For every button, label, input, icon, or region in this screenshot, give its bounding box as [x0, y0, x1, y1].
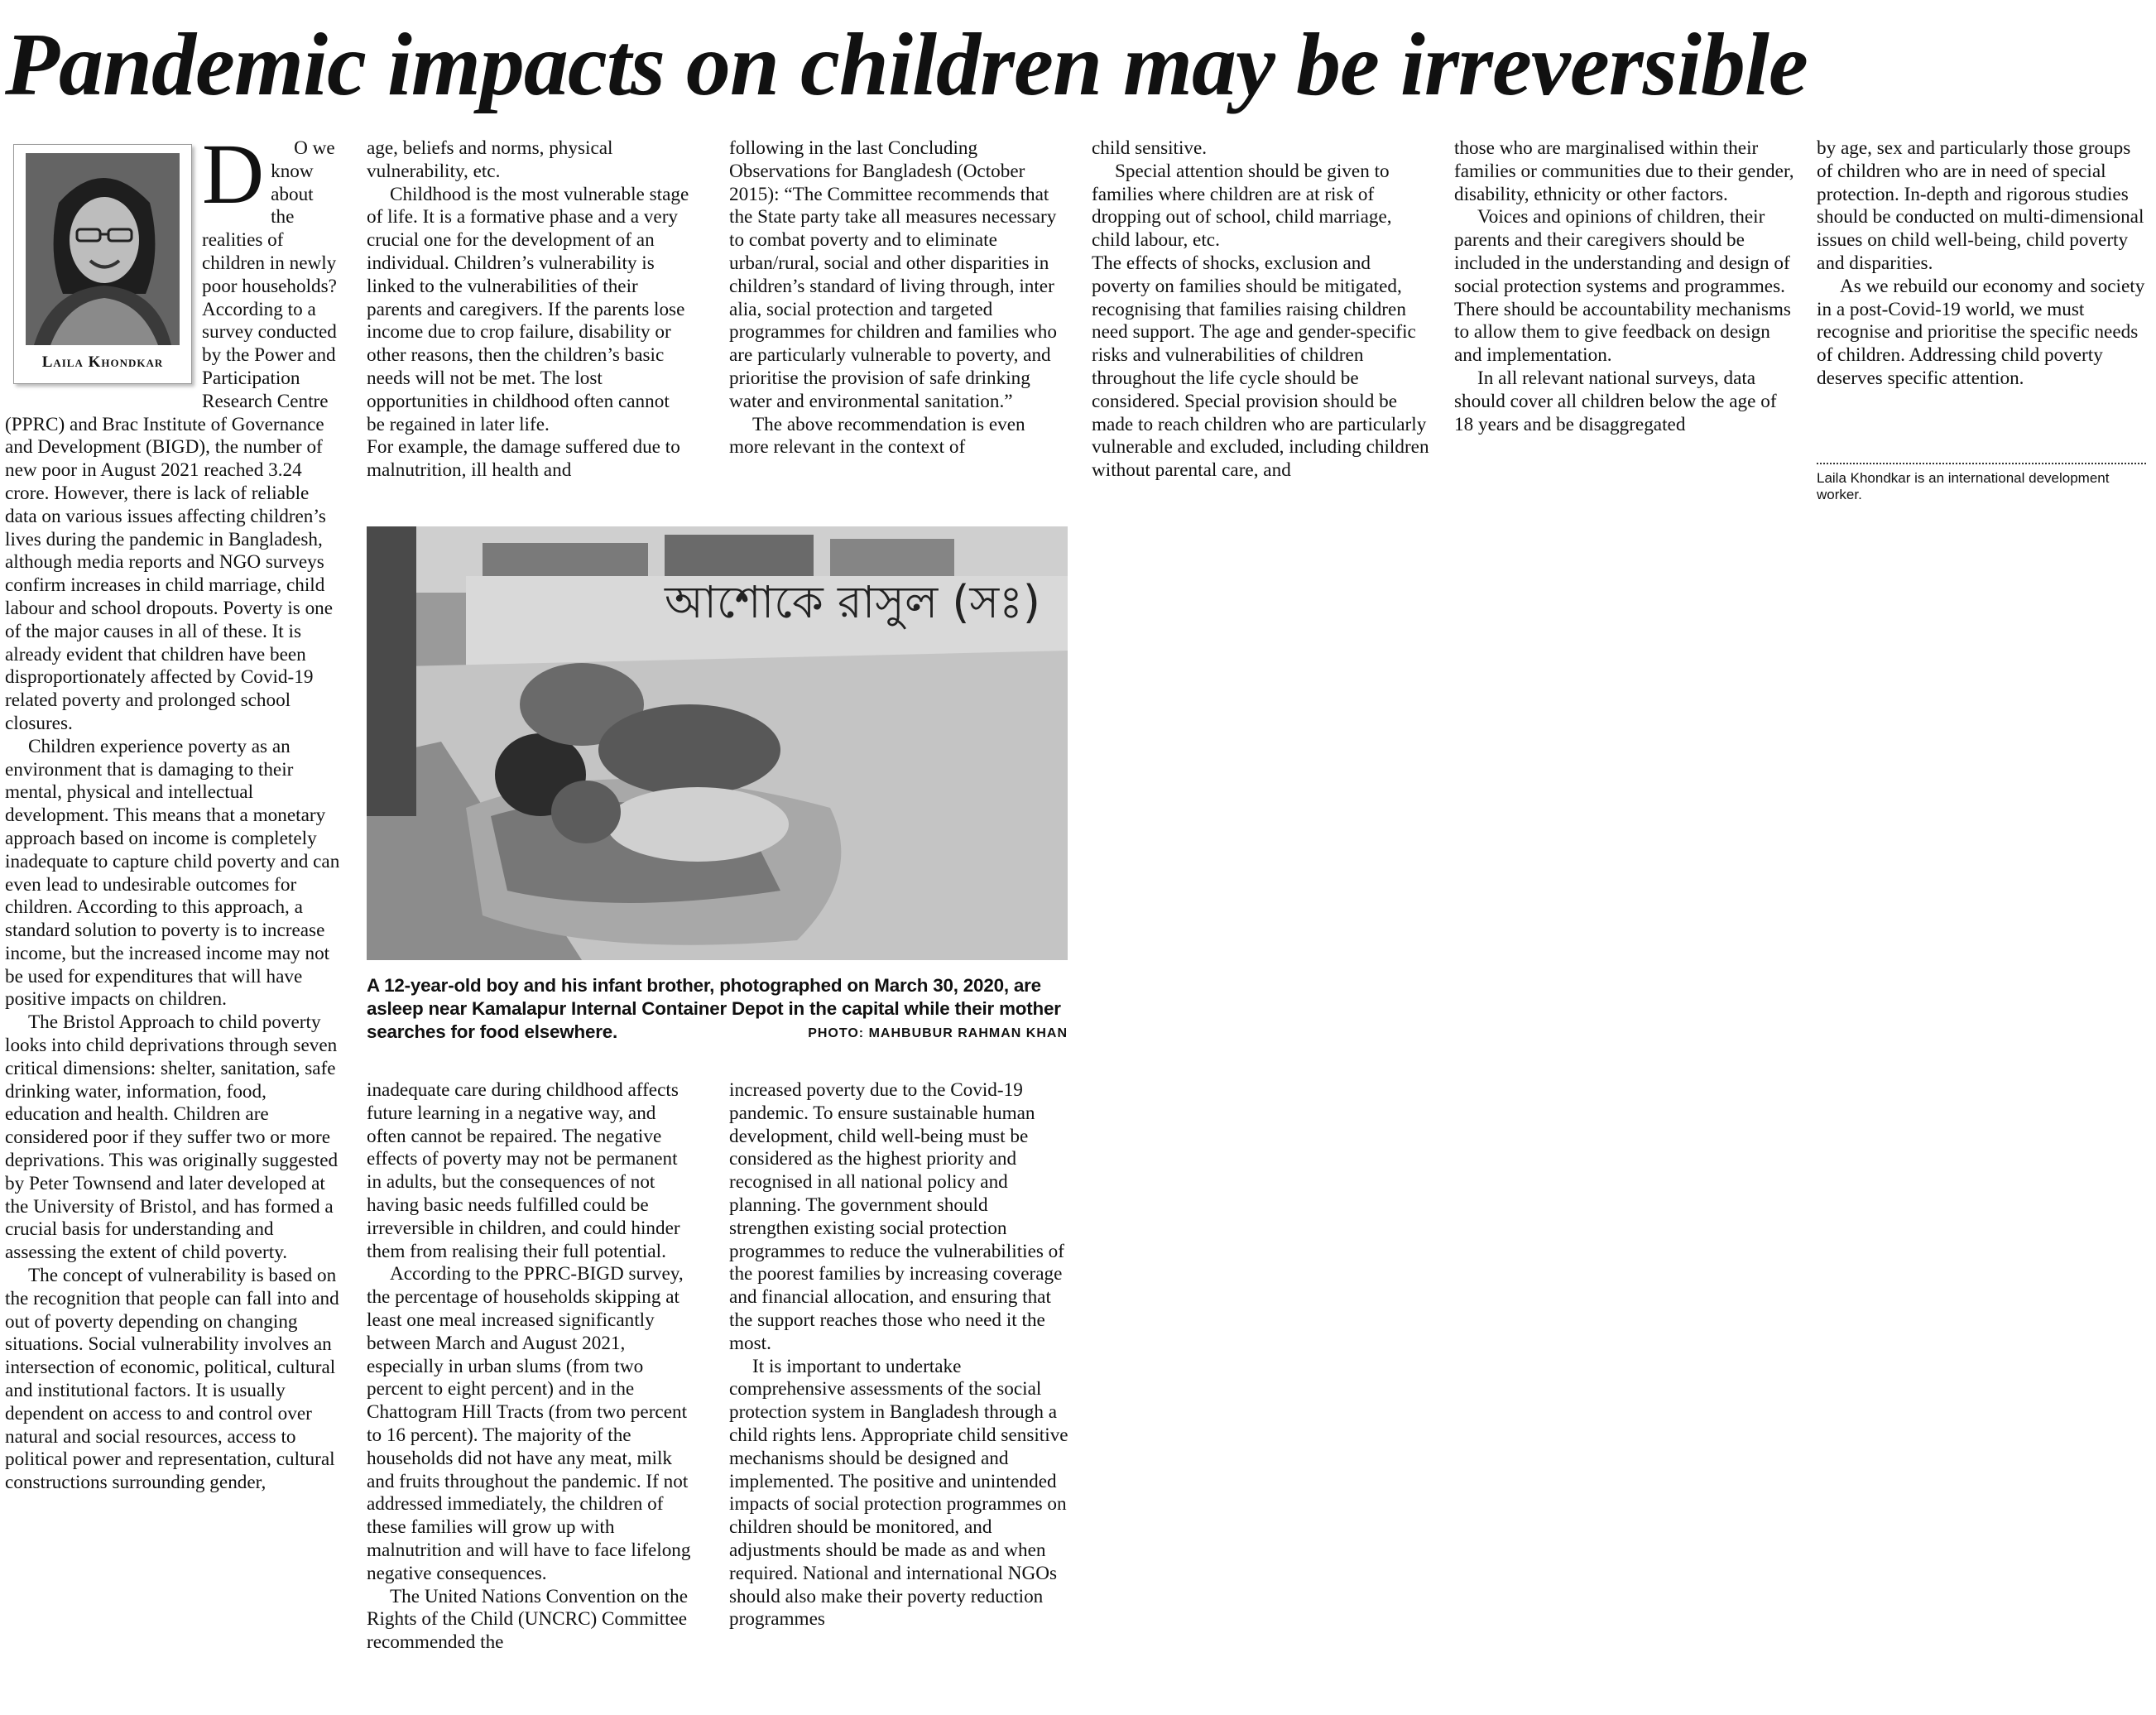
news-photo — [367, 526, 1068, 960]
photo-caption — [367, 974, 1068, 1045]
article-paragraph: In all relevant national surveys, data should cover all children below the age of 18 years and be disaggregated — [1454, 367, 1777, 435]
intro-text: know about the realities of children in newly poor households? According to a survey conducted by the Power and Participation Research Centre (PPRC) and Brac Institute of Governance and Development (BIGD), the number of new poor in August 2021 reached 3.24 crore. However, there is lack of reliable data on various issues affecting children’s lives during the pandemic in Bangladesh, although media reports and NGO surveys confirm increases in child marriage, child labour and school dropouts. Poverty is one of the major causes in all of these. It is already evident that children have been disproportionately affected by Covid-19 related poverty and prolonged school closures. — [5, 160, 337, 734]
photo-credit-name: MAHBUBUR RAHMAN KHAN — [868, 1026, 1068, 1040]
article-paragraph: following in the last Concluding Observations for Bangladesh (October 2015): “The Committee recommends that the State party take all measures necessary to combat poverty and to eliminate urban/rural, social and other disparities in children’s standard of living through, inter alia, social protection and targeted programmes for children and families who are particularly vulnerable to poverty, and prioritise the provision of safe drinking water and environmental sanitation.” — [729, 137, 1057, 412]
photo-credit-label: PHOTO: — [808, 1026, 865, 1040]
intro-first-line: O we — [294, 137, 335, 159]
article-column-3-bottom — [729, 1079, 1068, 1631]
article-column-5 — [1454, 137, 1795, 436]
article-column-4 — [1092, 137, 1431, 483]
article-paragraph: Childhood is the most vulnerable stage of life. It is a formative phase and a very crucial one for the development of an individual. Children’s vulnerability is linked to the vulnerabilities of their parents and caregivers. If the parents lose income due to crop failure, disability or other reasons, then the children’s basic needs will not be met. The lost opportunities in childhood often cannot be regained in later life. — [367, 183, 689, 435]
article-paragraph: The Bristol Approach to child poverty looks into child deprivations through seven critical dimensions: shelter, sanitation, safe drinking water, information, food, education and health. Children are considered poor if they suffer two or more deprivations. This was originally suggested by Peter Townsend and later developed at the University of Bristol, and has formed a crucial basis for understanding and assessing the extent of child poverty. — [5, 1011, 339, 1264]
bio-divider — [1817, 463, 2146, 464]
article-paragraph: For example, the damage suffered due to malnutrition, ill health and — [367, 436, 680, 482]
article-paragraph: As we rebuild our economy and society in a post-Covid-19 world, we must recognise and prioritise the specific needs of children. Addressing child poverty deserves specific attention. — [1817, 275, 2145, 389]
article-column-2-bottom — [367, 1079, 696, 1655]
article-column-6 — [1817, 137, 2151, 391]
article-paragraph: It is important to undertake comprehensive assessments of the social protection system in Bangladesh through a child rights lens. Appropriate child sensitive mechanisms should be designed and implemented. The positive and unintended impacts of social protection programmes on children should be monitored, and adjustments should be made as and when required. National and international NGOs should also make their poverty reduction programmes — [729, 1355, 1068, 1631]
wall-graffiti: আশোকে রাসুল (সঃ) — [665, 576, 1040, 628]
drop-cap: D — [202, 127, 265, 222]
headline: Pandemic impacts on children may be irreversible — [5, 16, 1808, 114]
author-float-space — [5, 137, 202, 401]
article-paragraph: by age, sex and particularly those groups of children who are in need of special protection. In-depth and rigorous studies should be conducted on multi-dimensional issues on child well-being, child poverty and disparities. — [1817, 137, 2144, 274]
article-paragraph: According to the PPRC-BIGD survey, the percentage of households skipping at least one meal increased significantly between March and August 2021, especially in urban slums (from two percent to eight percent) and in the Chattogram Hill Tracts (from two percent to 16 percent). The majority of the households did not have any meat, milk and fruits throughout the pandemic. If not addressed immediately, the children of these families will grow up with malnutrition and will have to face lifelong negative consequences. — [367, 1263, 691, 1584]
article-column-1 — [5, 127, 341, 1495]
article-paragraph: Special attention should be given to families where children are at risk of dropping out of school, child marriage, child labour, etc. — [1092, 160, 1392, 252]
article-paragraph: The above recommendation is even more relevant in the context of — [729, 413, 1025, 459]
article-paragraph: Children experience poverty as an environment that is damaging to their mental, physical and intellectual development. This means that a monetary approach based on income is completely inadequate to capture child poverty and can even lead to undesirable outcomes for children. According to this approach, a standard solution to poverty is to increase income, but the increased income may not be used for expenditures that will have positive impacts on children. — [5, 735, 340, 1011]
author-name: Laila Khondkar — [41, 353, 164, 371]
article-paragraph: The effects of shocks, exclusion and poverty on families should be mitigated, recognising that families raising children need support. The age and gender-specific risks and vulnerabilities of children throughout the life cycle should be considered. Special provision should be made to reach children who are particularly vulnerable and excluded, including children without parental care, and — [1092, 252, 1429, 482]
photo-caption-text: A 12-year-old boy and his infant brother, photographed on March 30, 2020, are asleep near Kamalapur Internal Container Depot in the capital while their mother searches for food elsewhere. — [367, 975, 1061, 1042]
article-paragraph: The United Nations Convention on the Rights of the Child (UNCRC) Committee recommended the — [367, 1585, 688, 1654]
article-paragraph: those who are marginalised within their families or communities due to their gender, disability, ethnicity or other factors. — [1454, 137, 1794, 205]
article-paragraph: increased poverty due to the Covid-19 pandemic. To ensure sustainable human development, child well-being must be considered as the highest priority and recognised in all national policy and planning. The government should strengthen existing social protection programmes to reduce the vulnerabilities of the poorest families by increasing coverage and financial allocation, and ensuring that the support reaches those who need it the most. — [729, 1079, 1065, 1354]
article-column-2-top — [367, 137, 689, 483]
author-bio: Laila Khondkar is an international development worker. — [1817, 470, 2110, 502]
article-paragraph: inadequate care during childhood affects future learning in a negative way, and often cannot be repaired. The negative effects of poverty may not be permanent in adults, but the consequences of not having basic needs fulfilled could be irreversible in children, and could hinder them from realising their full potential. — [367, 1079, 680, 1262]
article-paragraph: Voices and opinions of children, their parents and their caregivers should be included in the understanding and design of social protection systems and programmes. There should be accountability mechanisms to allow them to give feedback on design and implementation. — [1454, 206, 1791, 367]
photo-credit — [808, 1022, 1068, 1045]
article-paragraph: age, beliefs and norms, physical vulnerability, etc. — [367, 137, 613, 182]
article-column-3-top — [729, 137, 1068, 459]
article-paragraph: The concept of vulnerability is based on the recognition that people can fall into and out of poverty depending on changing situations. Social vulnerability involves an intersection of economic, political, cultural and institutional factors. It is usually dependent on access to and control over natural and social resources, access to political power and representation, cultural constructions surrounding gender, — [5, 1265, 339, 1494]
article-paragraph: child sensitive. — [1092, 137, 1208, 159]
